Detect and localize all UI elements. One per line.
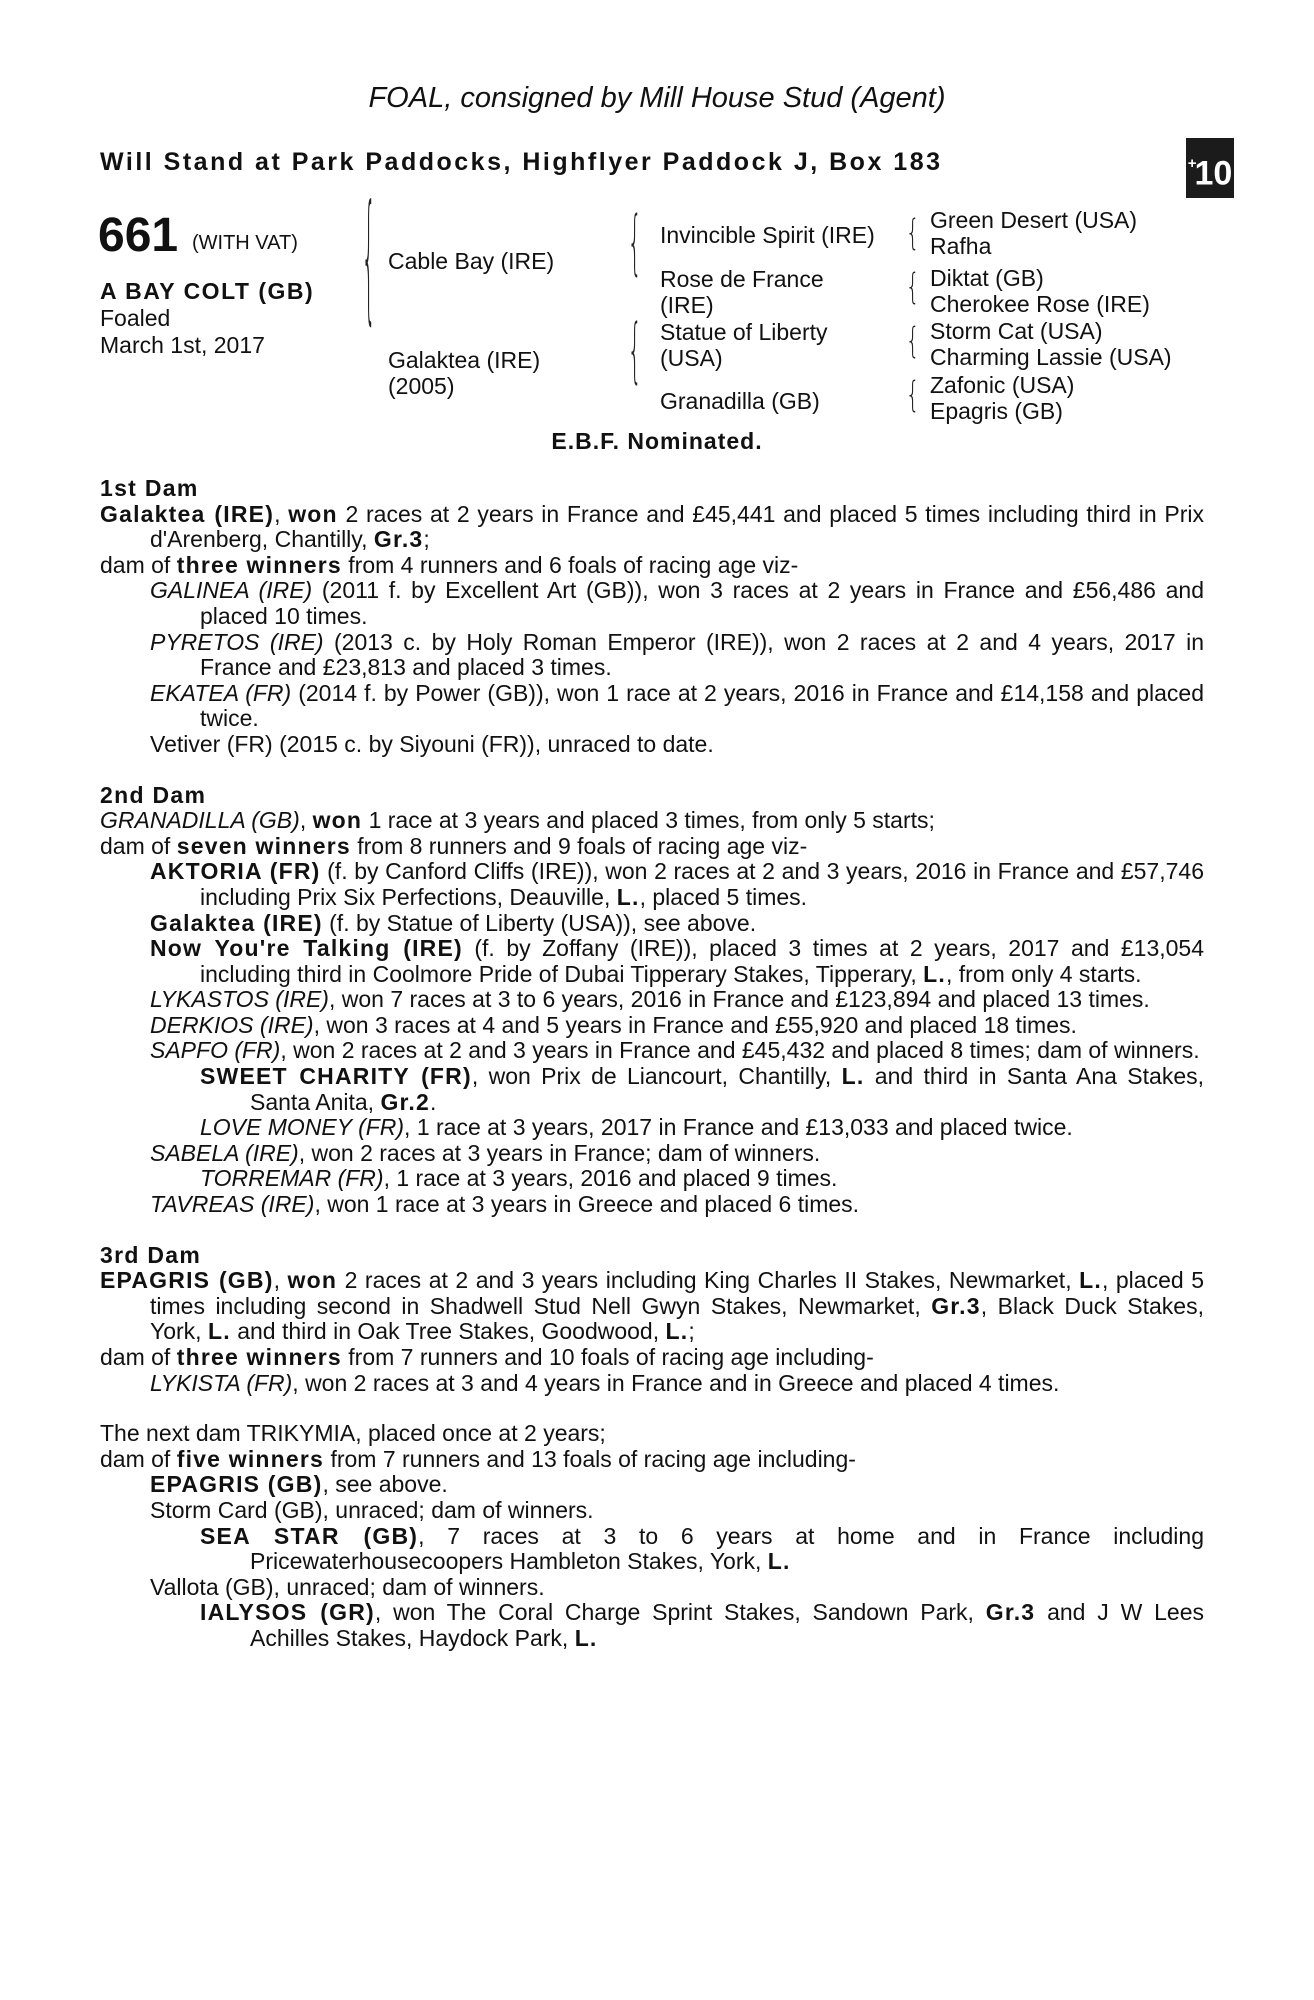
pedigree-dam-dam: Granadilla (GB) [660,388,820,414]
runner-text-mid: and third in Santa Ana Stakes, Santa Anita, [250,1063,1205,1115]
second-dam-runner [100,1141,1204,1167]
first-dam-heading: 1st Dam [100,475,199,501]
third-dam-text: , Black Duck Stakes, York, [150,1292,1204,1345]
runner-text: , won 3 races at 4 and 5 years in France and £55,920 and placed 18 times. [313,1011,1077,1038]
runner-text-end: , from only 4 starts. [946,960,1142,987]
pedigree-dam-line2: (2005) [388,373,455,399]
first-dam-won: won [288,500,338,527]
section-gap [100,758,1204,783]
pedigree-sss: Green Desert (USA) [930,207,1138,233]
runner-text: , won The Coral Charge Sprint Stakes, Sandown Park, [374,1599,986,1626]
next-dam-runner: Vallota (GB), unraced; dam of winners. [150,1573,545,1600]
runner-name: LYKISTA (FR) [150,1369,293,1396]
pedigree-sire-sire: Invincible Spirit (IRE) [660,222,875,248]
third-dam-heading: 3rd Dam [100,1241,202,1268]
pedigree-dam-sire-line2: (USA) [660,345,723,371]
next-dam-intro: The next dam TRIKYMIA, placed once at 2 years; [100,1420,606,1447]
first-dam-produce-summary [100,553,1204,579]
foaled-date: March 1st, 2017 [100,332,265,358]
pedigree-bracket-3c: { [905,320,920,362]
runner-text: (f. by Statue of Liberty (USA)), see above. [322,909,757,936]
winners-count: seven winners [176,832,351,859]
pedigree-sdd: Cherokee Rose (IRE) [930,291,1150,317]
runner-name: SEA STAR (GB) [200,1522,419,1549]
summary-text: from 7 runners and 10 foals of racing age including- [341,1344,874,1370]
second-dam-text: 1 race at 3 years and placed 3 times, from only 5 starts; [362,807,935,834]
section-gap [100,1218,1204,1243]
first-dam-grade: Gr.3 [373,526,424,553]
runner-text: , 7 races at 3 to 6 years at home and in France including Pricewaterhousecoopers Hambleton Stakes, York, [250,1522,1205,1575]
runner-text: , won 2 races at 3 and 4 years in France and in Greece and placed 4 times. [292,1369,1060,1396]
summary-text: from 4 runners and 6 foals of racing age viz- [341,551,799,578]
damof-label: dam of [100,1445,177,1472]
runner-text: (f. by Zoffany (IRE)), placed 3 times at 2 years, 2017 and £13,054 including third in Coolmore Pride of Dubai Tipperary Stakes, Tipperary, [200,935,1205,987]
pedigree-sire-dam-line1: Rose de France [660,266,824,292]
next-dam-grand-runner [100,1524,1204,1575]
lot-number: 661 [98,209,179,262]
runner-name: TAVREAS (IRE) [150,1191,315,1218]
runner-name: SABELA (IRE) [150,1139,299,1166]
next-dam-produce-summary [100,1447,1204,1473]
runner-text: , won 2 races at 3 years in France; dam of winners. [298,1139,821,1166]
listed-mark: L. [841,1063,865,1090]
runner-name: SAPFO (FR) [150,1037,281,1064]
runner-name: PYRETOS (IRE) [150,628,324,655]
listed-mark: L. [1079,1267,1102,1294]
pedigree-sire-dam-line2: (IRE) [660,292,714,318]
runner-name: EKATEA (FR) [150,679,292,706]
runner-text: , see above. [322,1471,448,1498]
reference-badge [1186,138,1234,198]
runner-name: SWEET CHARITY (FR) [200,1063,472,1090]
pedigree-ddd: Epagris (GB) [930,398,1063,424]
second-dam-runner [100,936,1204,987]
listed-mark: L. [616,883,640,910]
runner-text: , won Prix de Liancourt, Chantilly, [471,1063,842,1090]
pedigree-bracket-3d: { [905,374,920,416]
second-dam-grand-runner [100,1166,1204,1192]
runner-text: (2014 f. by Power (GB)), won 1 race at 2 years, 2016 in France and £14,158 and placed twice. [200,679,1205,732]
runner-name: LYKASTOS (IRE) [150,986,329,1013]
third-dam-runner [100,1371,1204,1397]
runner-name: IALYSOS (GR) [200,1599,375,1626]
pedigree-dds: Zafonic (USA) [930,372,1075,398]
winners-count: five winners [176,1445,325,1472]
pedigree-bracket-2a: { [627,202,642,284]
badge-number: 10 [1194,154,1233,193]
pedigree-bracket-3b: { [905,266,920,308]
runner-name: Galaktea (IRE) [150,909,323,936]
next-dam-runner: Storm Card (GB), unraced; dam of winners. [150,1496,594,1523]
runner-text: (2013 c. by Holy Roman Emperor (IRE)), won 2 races at 2 and 4 years, 2017 in France and £23,813 and placed 3 times. [200,628,1205,681]
pedigree-dam-line1: Galaktea (IRE) [388,347,541,373]
pedigree-bracket-1: { [361,178,376,340]
pedigree-dam-sire-line1: Statue of Liberty [660,319,828,345]
second-dam-won: won [312,807,363,834]
third-dam-text: 2 races at 2 and 3 years including King Charles II Stakes, Newmarket, [337,1267,1080,1294]
grade-mark: Gr.2 [380,1088,430,1115]
second-dam-runner [100,859,1204,910]
damof-label: dam of [100,832,177,859]
runner-text: , 1 race at 3 years, 2017 in France and £13,033 and placed twice. [404,1114,1073,1141]
grade-mark: Gr.3 [931,1292,981,1319]
runner-name: LOVE MONEY (FR) [200,1114,405,1141]
second-dam-runner [100,1038,1204,1064]
winners-count: three winners [176,1344,342,1370]
damof-label: dam of [100,1344,177,1370]
third-dam-record: EPAGRIS (GB), won 2 races at 2 and 3 years including King Charles II Stakes, Newmarket, L., placed 5 times including second in Shadwell Stud Nell Gwyn Stakes, Newmarket, Gr.3, Black Duck Stakes, York, L. and third in Oak Tree Stakes, Goodwood, L.; [100,1267,1204,1345]
runner-name: TORREMAR (FR) [200,1165,384,1192]
pedigree-bracket-3a: { [905,212,920,254]
pedigree-sire: Cable Bay (IRE) [388,248,555,274]
catalogue-body [100,476,1204,1652]
next-dam-runner [100,1472,1204,1498]
second-dam-record: GRANADILLA (GB), won 1 race at 3 years and placed 3 times, from only 5 starts; [100,807,935,834]
pedigree-dsd: Charming Lassie (USA) [930,344,1172,370]
runner-name: AKTORIA (FR) [150,858,321,885]
consignor-line: FOAL, consigned by Mill House Stud (Agent) [368,82,946,114]
second-dam-runner [100,1013,1204,1039]
summary-text: from 8 runners and 9 foals of racing age viz- [350,832,808,859]
runner-text: , won 1 race at 3 years in Greece and placed 6 times. [314,1191,860,1218]
listed-mark: L. [665,1318,689,1345]
second-dam-grand-runner [100,1064,1204,1115]
runner-text: , won 2 races at 2 and 3 years in France and £45,432 and placed 8 times; dam of winners. [280,1037,1200,1064]
first-dam-text-end: ; [423,526,430,553]
pedigree-sds: Diktat (GB) [930,265,1044,291]
pedigree-bracket-2b: { [627,310,642,392]
runner-text: , 1 race at 3 years, 2016 and placed 9 times. [383,1165,838,1192]
badge-plus: + [1187,155,1197,172]
second-dam-produce-summary [100,834,1204,860]
third-dam-text: , placed 5 times including second in Shadwell Stud Nell Gwyn Stakes, Newmarket, [150,1267,1204,1319]
runner-text: , won 7 races at 3 to 6 years, 2016 in France and £123,894 and placed 13 times. [328,986,1150,1013]
second-dam-runner [100,1192,1204,1218]
runner-name: Now You're Talking (IRE) [150,935,463,962]
second-dam-heading: 2nd Dam [100,781,207,808]
runner-text: (f. by Canford Cliffs (IRE)), won 2 races at 2 and 3 years, 2016 in France and £57,746 including Prix Six Perfections, Deauville, [200,858,1204,910]
first-dam-runner [100,630,1204,681]
foaled-label: Foaled [100,305,171,331]
listed-mark: L. [923,960,946,987]
first-dam-text: 2 races at 2 years in France and £45,441 and placed 5 times including third in Prix d'Arenberg, Chantilly, [150,500,1205,553]
runner-name: EPAGRIS (GB) [150,1471,323,1498]
listed-mark: L. [767,1548,791,1575]
second-dam-name: GRANADILLA (GB) [100,807,300,834]
pedigree-dss: Storm Cat (USA) [930,318,1103,344]
section-gap [100,1396,1204,1421]
vat-note: (WITH VAT) [192,232,298,254]
winners-count: three winners [176,551,342,578]
runner-text: (2011 f. by Excellent Art (GB)), won 3 races at 2 years in France and £56,486 and placed 10 times. [200,577,1204,629]
next-dam-grand-runner [100,1600,1204,1651]
summary-text: from 7 runners and 13 foals of racing age including- [324,1445,856,1472]
runner-text-end: , placed 5 times. [639,883,808,910]
runner-name: GALINEA (IRE) [150,577,313,604]
second-dam-runner [100,987,1204,1013]
listed-mark: L. [574,1624,598,1651]
first-dam-name: Galaktea (IRE) [100,500,275,527]
first-dam-runner [100,578,1204,629]
lot-title: A BAY COLT (GB) [100,278,315,304]
third-dam-produce-summary [100,1345,1204,1371]
second-dam-runner [100,911,1204,937]
third-dam-won: won [287,1267,338,1294]
grade-mark: Gr.3 [985,1599,1036,1626]
runner-name: DERKIOS (IRE) [150,1011,314,1038]
pedigree-ssd: Rafha [930,233,992,259]
second-dam-grand-runner [100,1115,1204,1141]
first-dam-runner: Vetiver (FR) (2015 c. by Siyouni (FR)), unraced to date. [150,730,714,757]
listed-mark: L. [207,1318,231,1345]
third-dam-text: and third in Oak Tree Stakes, Goodwood, [230,1318,666,1345]
third-dam-text-end: ; [688,1318,695,1345]
stand-location: Will Stand at Park Paddocks, Highflyer Paddock J, Box 183 [100,148,943,176]
first-dam-runner [100,681,1204,732]
ebf-nominated: E.B.F. Nominated. [551,428,763,454]
damof-label: dam of [100,551,177,578]
first-dam-record: Galaktea (IRE), won 2 races at 2 years in France and £45,441 and placed 5 times including third in Prix d'Arenberg, Chantilly, Gr.3; [100,500,1205,553]
runner-text-mid: and J W Lees Achilles Stakes, Haydock Park, [250,1599,1204,1651]
runner-text-end: . [430,1088,437,1115]
third-dam-name: EPAGRIS (GB) [100,1267,274,1294]
